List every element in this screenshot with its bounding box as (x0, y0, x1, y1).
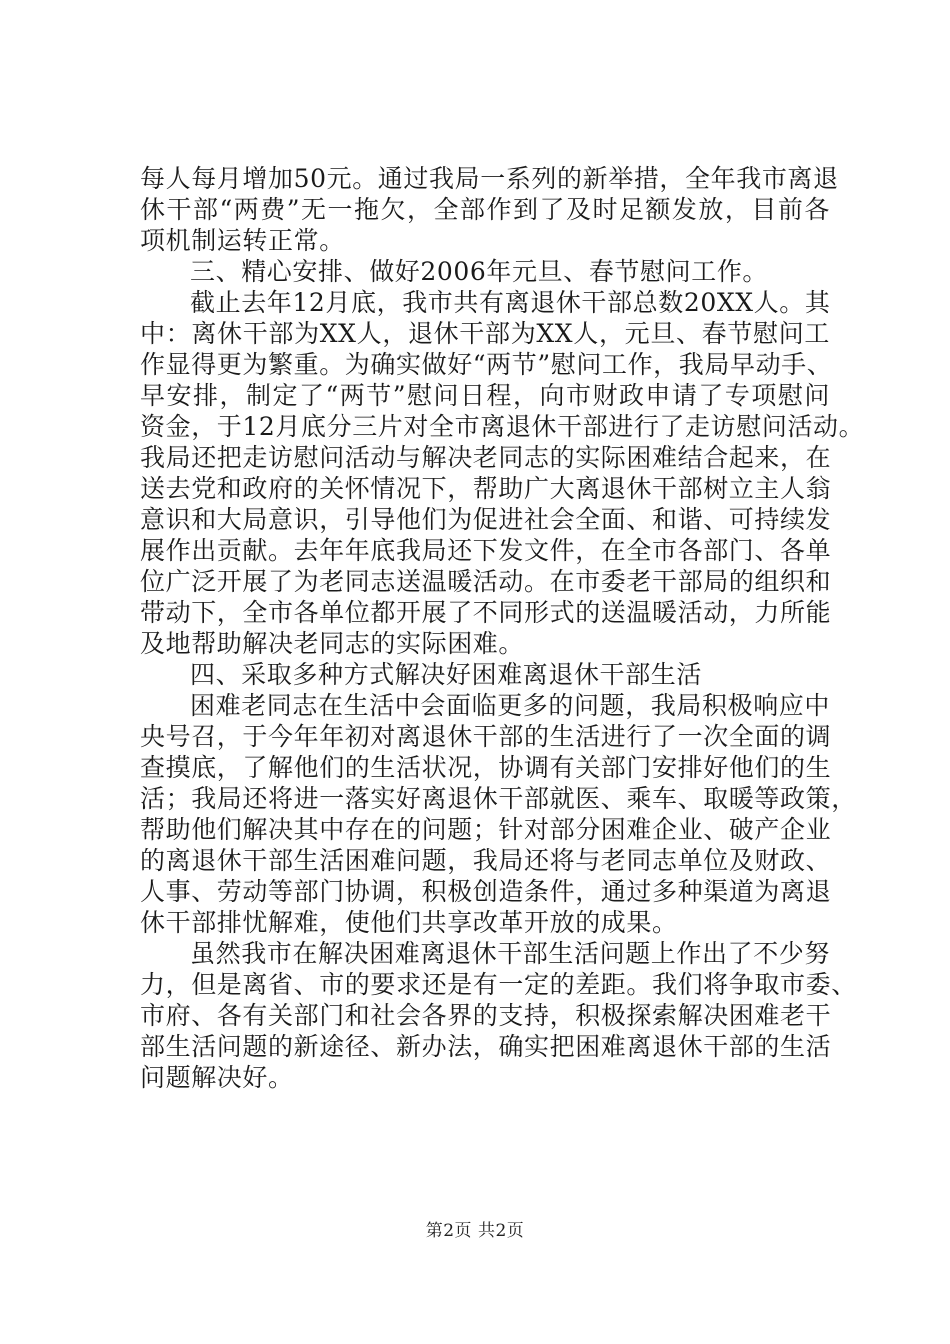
body-line: 及地帮助解决老同志的实际困难。 (140, 629, 525, 658)
body-line: 休干部排忧解难，使他们共享改革开放的成果。 (140, 908, 678, 937)
body-line: 截止去年12月底，我市共有离退休干部总数20XX人。其 (190, 288, 831, 317)
body-line: 的离退休干部生活困难问题，我局还将与老同志单位及财政、 (140, 846, 832, 875)
body-line: 市府、各有关部门和社会各界的支持，积极探索解决困难老干 (140, 1001, 832, 1030)
body-line: 部生活问题的新途径、新办法，确实把困难离退休干部的生活 (140, 1032, 832, 1061)
section-heading-3: 三、精心安排、做好2006年元旦、春节慰问工作。 (190, 257, 769, 286)
body-line: 力，但是离省、市的要求还是有一定的差距。我们将争取市委、 (140, 970, 857, 999)
body-line: 带动下，全市各单位都开展了不同形式的送温暖活动，力所能 (140, 598, 832, 627)
body-line: 送去党和政府的关怀情况下，帮助广大离退休干部树立主人翁 (140, 474, 832, 503)
body-line: 人事、劳动等部门协调，积极创造条件，通过多种渠道为离退 (140, 877, 832, 906)
body-line: 意识和大局意识，引导他们为促进社会全面、和谐、可持续发 (140, 505, 832, 534)
page-number-footer: 第2页 共2页 (425, 1221, 525, 1241)
body-line: 央号召，于今年年初对离退休干部的生活进行了一次全面的调 (140, 722, 832, 751)
body-line: 虽然我市在解决困难离退休干部生活问题上作出了不少努 (190, 939, 831, 968)
body-line: 我局还把走访慰问活动与解决老同志的实际困难结合起来，在 (140, 443, 832, 472)
body-line: 中：离休干部为XX人，退休干部为XX人，元旦、春节慰问工 (140, 319, 830, 348)
body-line: 休干部“两费”无一拖欠，全部作到了及时足额发放，目前各 (140, 195, 830, 224)
body-line: 早安排，制定了“两节”慰问日程，向市财政申请了专项慰问 (140, 381, 830, 410)
body-line: 困难老同志在生活中会面临更多的问题，我局积极响应中 (190, 691, 831, 720)
body-line: 位广泛开展了为老同志送温暖活动。在市委老干部局的组织和 (140, 567, 832, 596)
body-line: 资金，于12月底分三片对全市离退休干部进行了走访慰问活动。 (140, 412, 865, 441)
body-line: 活；我局还将进一落实好离退休干部就医、乘车、取暖等政策， (140, 784, 857, 813)
body-line: 项机制运转正常。 (140, 226, 345, 255)
body-line: 展作出贡献。去年年底我局还下发文件，在全市各部门、各单 (140, 536, 832, 565)
body-line: 每人每月增加50元。通过我局一系列的新举措，全年我市离退 (140, 164, 839, 193)
body-line: 查摸底，了解他们的生活状况，协调有关部门安排好他们的生 (140, 753, 832, 782)
body-line: 帮助他们解决其中存在的问题；针对部分困难企业、破产企业 (140, 815, 832, 844)
section-heading-4: 四、采取多种方式解决好困难离退休干部生活 (190, 660, 703, 689)
document-body (140, 163, 865, 1093)
body-line: 问题解决好。 (140, 1063, 294, 1092)
body-line: 作显得更为繁重。为确实做好“两节”慰问工作，我局早动手、 (140, 350, 833, 379)
